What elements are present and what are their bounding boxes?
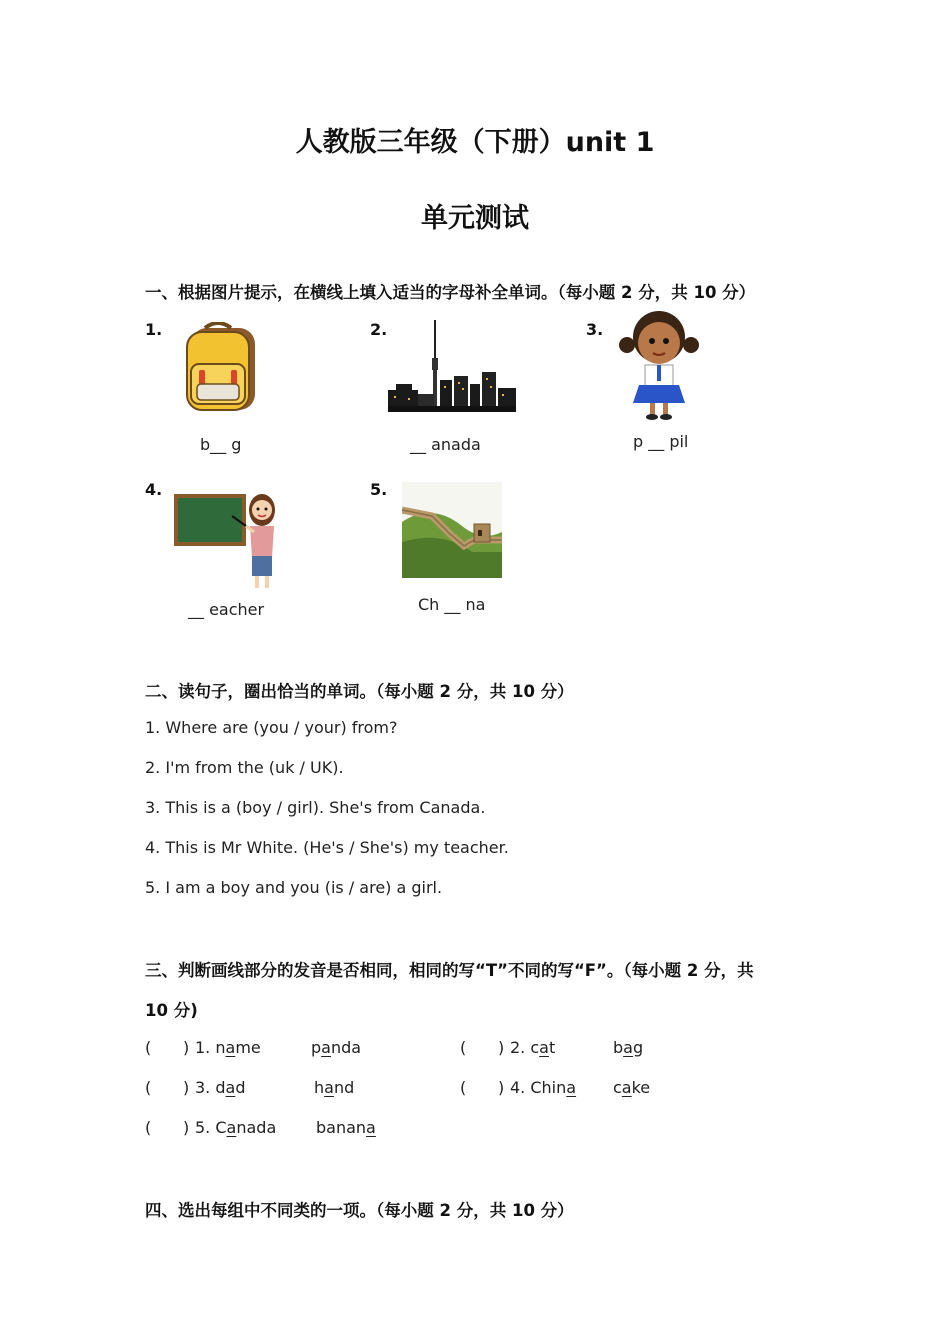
section-3-heading: 三、判断画线部分的发音是否相同，相同的写“T”不同的写“F”。（每小题 2 分，共	[145, 961, 754, 980]
answer-paren-close: )	[498, 1078, 505, 1097]
answer-paren-open: (	[145, 1078, 152, 1097]
item-3-number: 3.	[586, 320, 604, 339]
item-1-caption: b__ g	[200, 435, 242, 454]
item-1-number: 1.	[145, 320, 163, 339]
item-4-number: 4.	[145, 480, 163, 499]
pair-5-word-1: 5. Canada	[195, 1118, 277, 1137]
sentence-3: 3. This is a (boy / girl). She's from Canada.	[145, 798, 486, 817]
toronto-skyline-icon	[388, 320, 516, 412]
pair-1-word-2: panda	[311, 1038, 362, 1057]
schoolgirl-icon	[617, 307, 701, 421]
item-2-number: 2.	[370, 320, 388, 339]
answer-paren-open: (	[460, 1078, 467, 1097]
section-3-heading-cont: 10 分)	[145, 1001, 198, 1020]
sentence-2: 2. I'm from the (uk / UK).	[145, 758, 344, 777]
item-4-caption: __ eacher	[188, 600, 265, 619]
answer-paren-open: (	[145, 1118, 152, 1137]
item-5-number: 5.	[370, 480, 388, 499]
pair-3-word-2: hand	[314, 1078, 355, 1097]
pair-4-word-2: cake	[613, 1078, 651, 1097]
page-subtitle: 单元测试	[421, 203, 529, 234]
answer-paren-close: )	[183, 1078, 190, 1097]
answer-paren-open: (	[460, 1038, 467, 1057]
pair-1-word-1: 1. name	[195, 1038, 261, 1057]
sentence-5: 5. I am a boy and you (is / are) a girl.	[145, 878, 443, 897]
sentence-4: 4. This is Mr White. (He's / She's) my teacher.	[145, 838, 509, 857]
answer-paren-close: )	[183, 1038, 190, 1057]
sentence-1: 1. Where are (you / your) from?	[145, 718, 398, 737]
answer-paren-close: )	[183, 1118, 190, 1137]
pair-2-word-2: bag	[613, 1038, 644, 1057]
answer-paren-close: )	[498, 1038, 505, 1057]
item-5-caption: Ch __ na	[418, 595, 486, 614]
schoolbag-icon	[183, 322, 263, 414]
pair-3-word-1: 3. dad	[195, 1078, 246, 1097]
teacher-blackboard-icon	[172, 482, 284, 596]
section-4-heading: 四、选出每组中不同类的一项。（每小题 2 分，共 10 分）	[145, 1201, 574, 1220]
great-wall-icon	[402, 482, 502, 578]
answer-paren-open: (	[145, 1038, 152, 1057]
item-2-caption: __ anada	[410, 435, 481, 454]
section-2-heading: 二、读句子，圈出恰当的单词。（每小题 2 分，共 10 分）	[145, 682, 574, 701]
pair-2-word-1: 2. cat	[510, 1038, 556, 1057]
page-title: 人教版三年级（下册）unit 1	[295, 127, 655, 158]
section-1-heading: 一、根据图片提示，在横线上填入适当的字母补全单词。（每小题 2 分，共 10 分）	[145, 283, 756, 302]
pair-4-word-1: 4. China	[510, 1078, 577, 1097]
pair-5-word-2: banana	[316, 1118, 376, 1137]
item-3-caption: p __ pil	[633, 432, 689, 451]
